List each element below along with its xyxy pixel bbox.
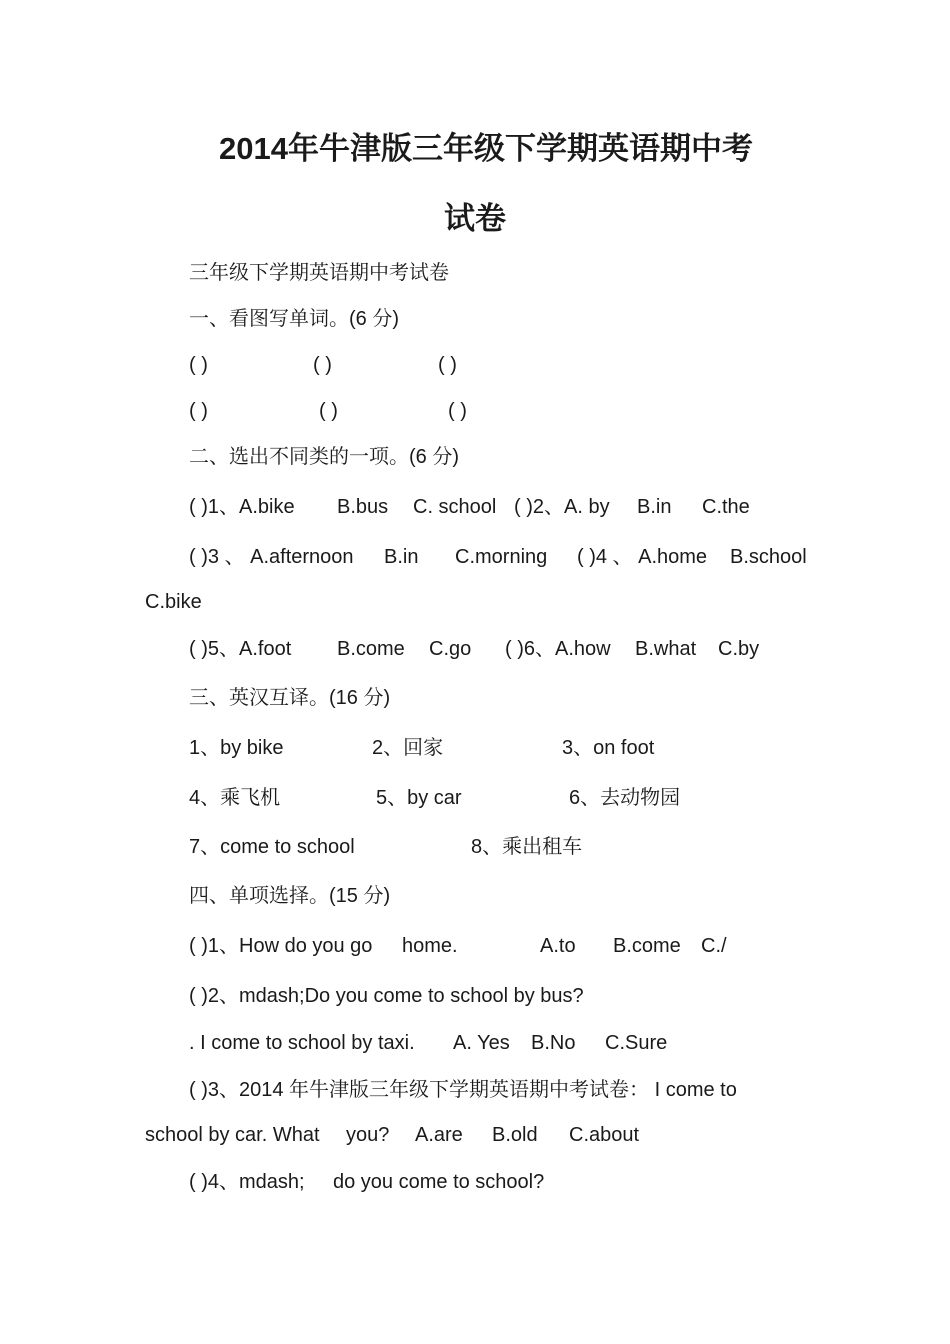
section-3-heading: 三、英汉互译。(16 分) [189, 687, 391, 709]
question-text: ( )5、A.foot [189, 638, 292, 660]
question-text: . I come to school by taxi. [189, 1032, 415, 1054]
option-text: C.bike [145, 591, 202, 613]
question-text: ( )4、mdash; [189, 1171, 305, 1193]
answer-blank[interactable]: ( ) [438, 354, 457, 376]
option-text: B.school [730, 546, 807, 568]
document-title: 2014年牛津版三年级下学期英语期中考 [219, 131, 753, 166]
option-text: B.come [613, 935, 681, 957]
section-4-heading: 四、单项选择。(15 分) [189, 885, 391, 907]
section-2-heading: 二、选出不同类的一项。(6 分) [189, 446, 459, 468]
translation-item: 6、去动物园 [569, 787, 681, 809]
translation-item: 1、by bike [189, 737, 284, 759]
translation-item: 5、by car [376, 787, 462, 809]
option-text: B.in [637, 496, 672, 518]
option-text: C./ [701, 935, 727, 957]
option-text: C.the [702, 496, 750, 518]
answer-blank[interactable]: ( ) [448, 400, 467, 422]
question-text: ( )6、A.how [505, 638, 611, 660]
answer-blank[interactable]: ( ) [189, 400, 208, 422]
option-text: A. Yes [453, 1032, 510, 1054]
question-text: ( )1、How do you go [189, 935, 373, 957]
option-text: B.old [492, 1124, 538, 1146]
question-text: home. [402, 935, 458, 957]
question-text: ( )1、A.bike [189, 496, 295, 518]
option-text: A.are [415, 1124, 463, 1146]
option-text: B.what [635, 638, 697, 660]
answer-blank[interactable]: ( ) [313, 354, 332, 376]
document-title-continued: 试卷 [444, 201, 506, 236]
question-text: do you come to school? [333, 1171, 545, 1193]
option-text: B.come [337, 638, 405, 660]
translation-item: 3、on foot [562, 737, 655, 759]
question-text: ( )4 、 A.home [577, 546, 708, 568]
question-text: school by car. What [145, 1124, 320, 1146]
translation-item: 7、come to school [189, 836, 355, 858]
option-text: C.by [718, 638, 760, 660]
option-text: C.go [429, 638, 472, 660]
option-text: B.bus [337, 496, 389, 518]
option-text: C.about [569, 1124, 640, 1146]
question-text: ( )2、mdash;Do you come to school by bus? [189, 985, 584, 1007]
question-text: you? [346, 1124, 390, 1146]
option-text: A.to [540, 935, 576, 957]
answer-blank[interactable]: ( ) [319, 400, 338, 422]
question-text: ( )3 、 A.afternoon [189, 546, 354, 568]
option-text: B.No [531, 1032, 576, 1054]
option-text: C. school [413, 496, 497, 518]
question-text: ( )3、2014 年牛津版三年级下学期英语期中考试卷： I come to [189, 1079, 737, 1101]
option-text: B.in [384, 546, 419, 568]
question-text: ( )2、A. by [514, 496, 610, 518]
translation-item: 2、回家 [372, 737, 444, 759]
subtitle: 三年级下学期英语期中考试卷 [189, 262, 449, 284]
translation-item: 4、乘飞机 [189, 787, 281, 809]
option-text: C.Sure [605, 1032, 668, 1054]
section-1-heading: 一、看图写单词。(6 分) [189, 308, 399, 330]
option-text: C.morning [455, 546, 548, 568]
translation-item: 8、乘出租车 [471, 836, 583, 858]
answer-blank[interactable]: ( ) [189, 354, 208, 376]
